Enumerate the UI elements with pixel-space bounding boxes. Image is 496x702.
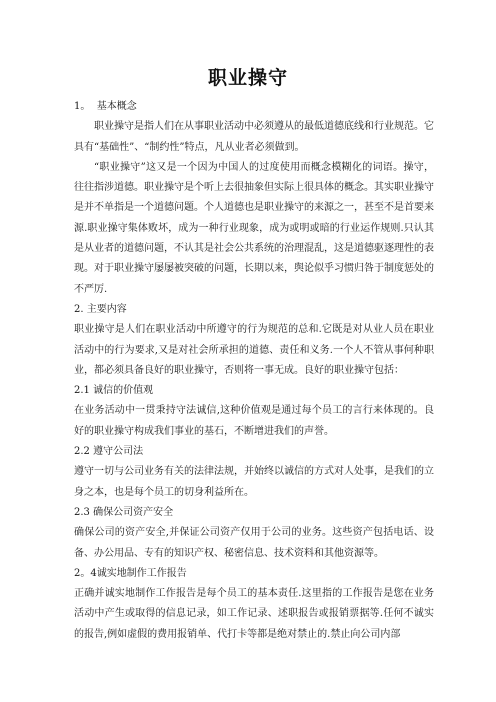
section-2-2-paragraph: 遵守一切与公司业务有关的法律法规，并始终以诚信的方式对人处事，是我们的立身之本，也是每个员工的切身利益所在。	[74, 466, 434, 498]
section-2-4-paragraph: 正确并诚实地制作工作报告是每个员工的基本责任.这里指的工作报告是您在业务活动中产生或取得的信息记录，如工作记录、述职报告或报销票据等.任何不诚实的报告,例如虚假的费用报销单、代打卡等都是绝对禁止的.禁止向公司内部	[74, 588, 434, 640]
section-1-paragraph-2: “职业操守”这又是一个因为中国人的过度使用而概念模糊化的词语。操守，往往指涉道德。职业操守是个听上去很抽象但实际上很具体的概念。其实职业操守是并不单指是一个道德问题。个人道德也是职业操守的来源之一，甚至不是首要来源.职业操守集体败坏，成为一种行业现象，成为或明或暗的行业运作规则.只认其是从业者的道德问题，不认其是社会公共系统的治理混乱，这是道德驱逐理性的表现。对于职业操守屡屡被突破的问题，长期以来，舆论似乎习惯归咎于制度惩处的不严厉.	[74, 161, 434, 295]
document-body	[74, 97, 434, 645]
section-heading-1: 1。 基本概念	[74, 101, 137, 112]
section-heading-2-2: 2.2 遵守公司法	[74, 446, 144, 458]
section-heading-2: 2. 主要内容	[74, 303, 127, 315]
section-2-paragraph-1: 职业操守是人们在职业活动中所遵守的行为规范的总和.它既是对从业人员在职业活动中的行为要求,又是对社会所承担的道德、责任和义务.一个人不管从事何种职业，都必须具备良好的职业操守，否则将一事无成。良好的职业操守包括：	[74, 324, 434, 376]
section-heading-2-4: 2。4诚实地制作工作报告	[74, 567, 187, 579]
section-2-3-paragraph: 确保公司的资产安全,并保证公司资产仅用于公司的业务。这些资产包括电话、设备、办公用品、专有的知识产权、秘密信息、技术资料和其他资源等。	[74, 527, 434, 559]
section-2-1-paragraph: 在业务活动中一贯秉持守法诚信,这种价值观是通过每个员工的言行来体现的。良好的职业操守构成我们事业的基石，不断增进我们的声誉。	[74, 405, 434, 437]
section-heading-2-3: 2.3 确保公司资产安全	[74, 506, 174, 518]
section-heading-2-1: 2.1 诚信的价值观	[74, 385, 154, 397]
document-title: 职业操守	[207, 67, 288, 89]
section-1-paragraph-1: 职业操守是指人们在从事职业活动中必须遵从的最低道德底线和行业规范。它具有“基础性”、“制约性”特点，凡从业者必须做到。	[74, 121, 434, 153]
